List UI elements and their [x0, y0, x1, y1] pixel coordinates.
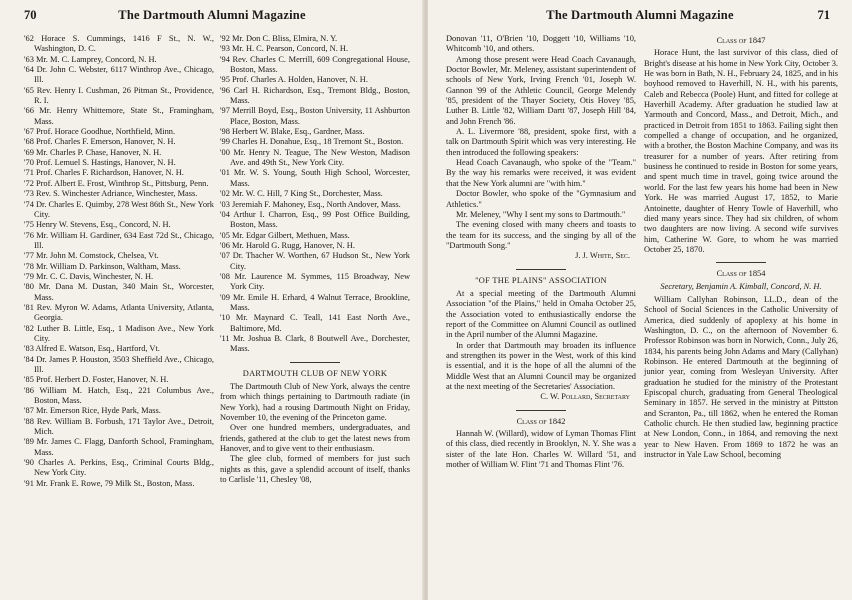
list-item: '94 Rev. Charles C. Merrill, 609 Congregational House, Boston, Mass. — [220, 54, 410, 75]
running-title-right: The Dartmouth Alumni Magazine — [546, 8, 734, 22]
list-item: '03 Jeremiah F. Mahoney, Esq., North Andover, Mass. — [220, 199, 401, 209]
list-item: '63 Mr. M. C. Lamprey, Concord, N. H. — [24, 54, 157, 64]
list-item: '66 Mr. Henry Whittemore, State St., Framingham, Mass. — [24, 106, 214, 126]
class-1854-heading: Class of 1854 — [716, 269, 766, 279]
list-item: '75 Henry W. Stevens, Esq., Concord, N. H. — [24, 220, 171, 230]
list-item: '83 Alfred E. Watson, Esq., Hartford, Vt. — [24, 344, 160, 354]
speaker-item: Mr. Meleney, "Why I sent my sons to Dartmouth." — [456, 209, 626, 219]
class-1842-heading: Class of 1842 — [516, 416, 566, 426]
list-item: '71 Prof. Charles F. Richardson, Hanover, N. H. — [24, 168, 184, 178]
list-item: '76 Mr. William H. Gardiner, 634 East 72d St., Chicago, Ill. — [24, 230, 214, 250]
left-page-header — [0, 8, 424, 28]
list-item: '92 Mr. Don C. Bliss, Elmira, N. Y. — [220, 34, 338, 43]
list-item: '00 Mr. Henry N. Teague, The New Weston, Madison Ave. and 49th St., New York City. — [220, 147, 410, 168]
list-item: '04 Arthur I. Charron, Esq., 99 Post Office Building, Boston, Mass. — [220, 209, 410, 230]
club-closing-paragraph: The evening closed with many cheers and toasts to the team for its success, and the singing by all of the "Dartmouth Song." — [446, 220, 636, 250]
list-item: '88 Rev. William B. Forbush, 171 Taylor Ave., Detroit, Mich. — [24, 416, 214, 437]
section-divider — [516, 410, 566, 411]
section-divider — [716, 262, 766, 263]
section-heading-plains-association: "OF THE PLAINS" ASSOCIATION — [475, 275, 607, 285]
article-column-4 — [644, 34, 838, 460]
running-title-left: The Dartmouth Alumni Magazine — [118, 8, 306, 22]
class-1854-secretary: Secretary, Benjamin A. Kimball, Concord, N. H. — [660, 281, 822, 291]
plains-paragraph: At a special meeting of the Dartmouth Alumni Association "of the Plains," held in Omaha October 25, the Association voted to enthusiastically endorse the report of the Committee on Alumni Council as outlined in the April number of the Alumni Magazine. — [446, 288, 636, 340]
list-item: '79 Mr. C. C. Davis, Winchester, N. H. — [24, 271, 154, 281]
list-item: '87 Mr. Emerson Rice, Hyde Park, Mass. — [24, 406, 161, 416]
speaker-item: Head Coach Cavanaugh, who spoke of the "Team." By the way his remarks were received, it was evident that the New York alumni are "with him." — [446, 158, 636, 188]
list-item: '82 Luther B. Little, Esq., 1 Madison Ave., New York City. — [24, 323, 214, 343]
section-divider — [290, 362, 340, 363]
list-item: '93 Mr. H. C. Pearson, Concord, N. H. — [220, 44, 349, 54]
list-item: '70 Prof. Lemuel S. Hastings, Hanover, N. H. — [24, 158, 176, 168]
section-divider — [516, 269, 566, 270]
list-item: '02 Mr. W. C. Hill, 7 King St., Dorchester, Mass. — [220, 189, 383, 199]
list-item: '95 Prof. Charles A. Holden, Hanover, N. H. — [220, 75, 368, 85]
list-item: '11 Mr. Joshua B. Clark, 8 Boutwell Ave., Dorchester, Mass. — [220, 333, 410, 354]
list-item: '69 Mr. Charles P. Chase, Hanover, N. H. — [24, 147, 162, 157]
list-item: '90 Charles A. Perkins, Esq., Criminal Courts Bldg., New York City. — [24, 458, 214, 478]
list-item: '89 Mr. James C. Flagg, Danforth School, Framingham, Mass. — [24, 437, 214, 457]
list-item: '01 Mr. W. S. Young, South High School, Worcester, Mass. — [220, 168, 410, 188]
right-page-header — [428, 8, 852, 28]
list-item: '67 Prof. Horace Goodhue, Northfield, Minn. — [24, 127, 176, 137]
list-item: '84 Dr. James P. Houston, 3503 Sheffield Ave., Chicago, Ill. — [24, 354, 214, 374]
club-paragraph: Over one hundred members, undergraduates, and friends, gathered at the club to get the latest news from Hanover, and to give vent to their enthusiasm. — [220, 423, 410, 454]
list-item: '91 Mr. Frank E. Rowe, 79 Milk St., Boston, Mass. — [24, 478, 195, 488]
article-column-3 — [446, 34, 636, 470]
class-1854-note: William Callyhan Robinson, LL.D., dean of the School of Social Sciences in the Catholic University of America, died suddenly of apoplexy at his home in Washington, D. C., on the afternoon of November 6. Professor Robinson was born in Norwich, Conn., July 26, 1834, his parents being John Adams and Mary (Callyhan) Robinson. He entered Dartmouth at the beginning of junior year, coming from Wesleyan University. After graduation he studied for the ministry of the Protestant Episcopal church, graduating from General Theological Seminary in 1857. He served in the ministry at Pittston and Scranton, Pa., till 1862, when he entered the Roman Catholic church. He then studied law, beginning practice at New London, Conn., in 1864, and removing the next year to New Haven. From 1869 to 1872 he was an instructor in Yale Law School, becoming — [644, 294, 838, 460]
list-item: '98 Herbert W. Blake, Esq., Gardner, Mass. — [220, 127, 365, 137]
list-item: '72 Prof. Albert E. Frost, Winthrop St., Pittsburg, Penn. — [24, 178, 209, 188]
list-item: '80 Mr. Dana M. Dustan, 340 Main St., Worcester, Mass. — [24, 282, 214, 302]
address-list-column-2 — [220, 34, 410, 485]
list-item: '96 Carl H. Richardson, Esq., Tremont Bldg., Boston, Mass. — [220, 85, 410, 106]
page-number-left: 70 — [24, 8, 37, 22]
list-item: '68 Prof. Charles F. Emerson, Hanover, N. H. — [24, 137, 176, 147]
class-1847-heading: Class of 1847 — [716, 36, 766, 45]
right-page — [428, 0, 852, 600]
list-item: '64 Dr. John C. Webster, 6117 Winthrop Ave., Chicago, Ill. — [24, 65, 214, 85]
class-1842-note: Hannah W. (Willard), widow of Lyman Thomas Flint of this class, died recently in Brooklyn, N. Y. She was a sister of the late Hon. Charles W. Willard '51, and mother of William W. Flint '71 and Thomas Flint '76. — [446, 429, 636, 470]
plains-paragraph: In order that Dartmouth may broaden its influence and strengthen its power in the West, work of this kind is essential, and it is the hope of all the alumni of the Middle West that an Alumni Council may be organized at the next meeting of the Secretaries' Association. — [446, 340, 636, 391]
list-item: '06 Mr. Harold G. Rugg, Hanover, N. H. — [220, 240, 355, 250]
list-item: '77 Mr. John M. Comstock, Chelsea, Vt. — [24, 251, 159, 261]
club-paragraph: The glee club, formed of members for just such nights as this, gave a splendid account of itself, thanks to Carlisle '11, Chesley '08, — [220, 454, 410, 485]
plains-signature: C. W. Pollard, Secretary — [540, 392, 630, 402]
list-item: '86 William M. Hatch, Esq., 221 Columbus Ave., Boston, Mass. — [24, 385, 214, 406]
club-paragraph: The Dartmouth Club of New York, always the centre from which things pertaining to Dartmouth radiate (in New York), had a rousing Dartmouth Night on Friday, November 10, the evening of the Princeton game. — [220, 382, 410, 423]
list-item: '97 Merrill Boyd, Esq., Boston University, 11 Ashburton Place, Boston, Mass. — [220, 106, 410, 126]
club-paragraph: Among those present were Head Coach Cavanaugh, Doctor Bowler, Mr. Meleney, assistant superintendent of schools of New York, Irving French '01, Joseph W. Gannon '99 of the Athletic Council, George Melendy '85, president of the Thayer Society, Otis Hovey '85, Luther B. Little '82, William Dartt '87, Joseph Hill '84, and John French '86. — [446, 54, 636, 126]
list-item: '81 Rev. Myron W. Adams, Atlanta University, Atlanta, Georgia. — [24, 302, 214, 323]
list-item: '09 Mr. Emile H. Erhard, 4 Walnut Terrace, Brookline, Mass. — [220, 292, 410, 312]
club-paragraph-continued: Donovan '11, O'Brien '10, Doggett '10, Williams '10, Whitcomb '10, and others. — [446, 34, 636, 54]
club-paragraph: A. L. Livermore '88, president, spoke first, with a talk on Dartmouth Spirit which was very interesting. He then introduced the following speakers: — [446, 127, 636, 157]
page-number-right: 71 — [817, 8, 830, 22]
section-heading-club-new-york: DARTMOUTH CLUB OF NEW YORK — [242, 368, 388, 378]
list-item: '08 Mr. Laurence M. Symmes, 115 Broadway, New York City. — [220, 271, 410, 292]
list-item: '99 Charles H. Donahue, Esq., 18 Tremont St., Boston. — [220, 137, 404, 147]
list-item: '78 Mr. William D. Parkinson, Waltham, Mass. — [24, 261, 181, 271]
list-item: '07 Dr. Thacher W. Worthen, 67 Hudson St., New York City. — [220, 251, 410, 271]
left-page — [0, 0, 424, 600]
list-item: '73 Rev. S. Winchester Adriance, Winchester, Mass. — [24, 189, 198, 199]
address-list-column-1 — [24, 34, 214, 489]
list-item: '85 Prof. Herbert D. Foster, Hanover, N. H. — [24, 375, 169, 385]
list-item: '10 Mr. Maynard C. Teall, 141 East North Ave., Baltimore, Md. — [220, 313, 410, 333]
list-item: '65 Rev. Henry I. Cushman, 26 Pitman St., Providence, R. I. — [24, 85, 214, 106]
class-1847-note: Horace Hunt, the last survivor of this class, died of Bright's disease at his home in New York City, October 3. He was born in Bath, N. H., February 24, 1825, and in his boyhood removed to Haverhill, N. H., with his parents, Caleb and Rebecca (Poole) Hunt, and fitted for college at Haverhill Academy. After graduation he studied law at Yarmouth and Concord, Mass., and Detroit, Mich., and practiced in Detroit from 1851 to 1863. Failing sight then compelled a change of occupation, and he organized, with a brother, the Boston Machine Company, and was its treasurer for a number of years. After retiring from business he continued to reside in Boston for some years, and spent much time in travel, going twice around the world. For the last few years his home had been in New York. He was married August 17, 1852, to Marie Antoinette, daughter of Henry Towle of Haverhill, who died many years since. They had six children, of whom two daughters are now living. A second wife survives him, Catherine W. Gore, to whom he was married October 25, 1870. — [644, 48, 838, 254]
speaker-item: Doctor Bowler, who spoke of the "Gymnasium and Athletics." — [446, 189, 636, 209]
club-signature: J. J. White, Sec. — [575, 251, 630, 261]
list-item: '74 Dr. Charles E. Quimby, 278 West 86th St., New York City. — [24, 199, 214, 219]
list-item: '62 Horace S. Cummings, 1416 F St., N. W., Washington, D. C. — [24, 34, 214, 54]
list-item: '05 Mr. Edgar Gilbert, Methuen, Mass. — [220, 230, 350, 240]
